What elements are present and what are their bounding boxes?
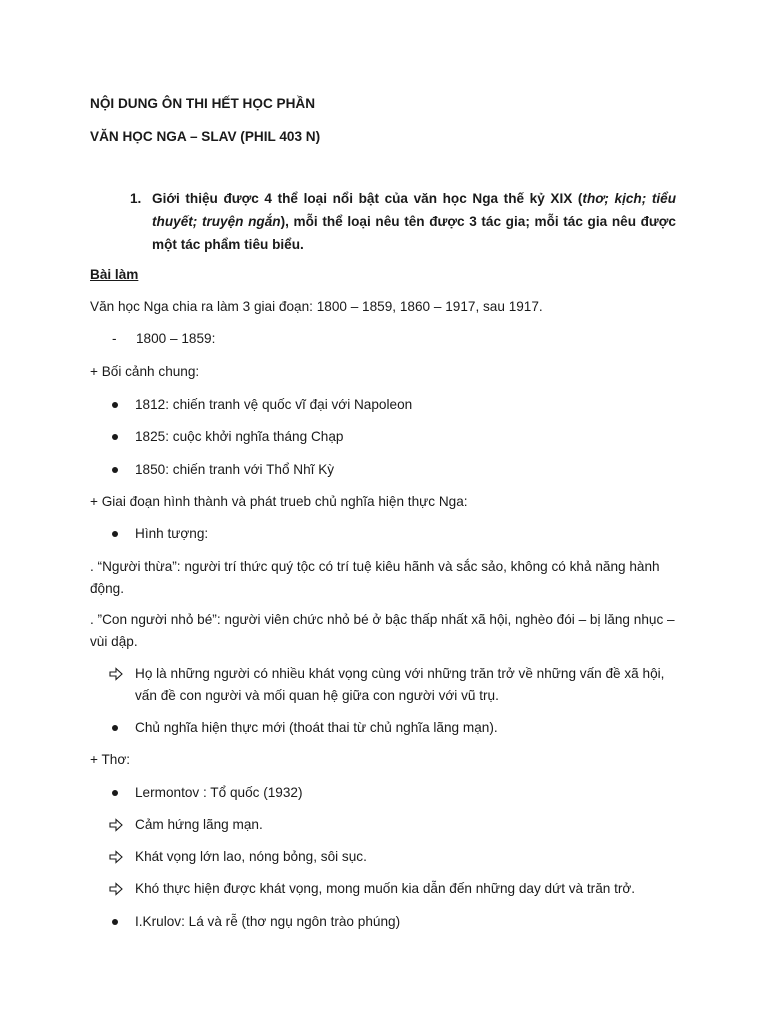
- dash-marker: -: [112, 331, 117, 346]
- list-item: 1850: chiến tranh với Thổ Nhĩ Kỳ: [112, 459, 334, 481]
- list-item: Lermontov : Tổ quốc (1932): [112, 782, 303, 804]
- bullet-icon: [112, 467, 118, 473]
- right-arrow-icon: [108, 814, 124, 836]
- bullet-icon: [112, 434, 118, 440]
- list-item: 1812: chiến tranh vệ quốc vĩ đại với Napoleon: [112, 394, 412, 416]
- arrow-item: Họ là những người có nhiều khát vọng cùng với những trăn trở về những vấn đề xã hội, vấn đề con người và mối quan hệ giữa con người với vũ trụ.: [108, 663, 678, 707]
- question-1: [130, 187, 676, 256]
- bullet-icon: [112, 725, 118, 731]
- header-line-1: NỘI DUNG ÔN THI HẾT HỌC PHẦN: [90, 96, 316, 111]
- answer-heading: Bài làm: [90, 267, 139, 282]
- list-item: Chủ nghĩa hiện thực mới (thoát thai từ chủ nghĩa lãng mạn).: [112, 717, 498, 739]
- realism-title: + Giai đoạn hình thành và phát trueb chủ nghĩa hiện thực Nga:: [90, 494, 468, 509]
- question-number: 1.: [130, 191, 142, 206]
- bullet-icon: [112, 919, 118, 925]
- bullet-icon: [112, 402, 118, 408]
- arrow-item: Cảm hứng lãng mạn.: [108, 814, 678, 836]
- header-line-2: VĂN HỌC NGA – SLAV (PHIL 403 N): [90, 129, 321, 144]
- list-item: 1825: cuộc khởi nghĩa tháng Chạp: [112, 426, 343, 448]
- right-arrow-icon: [108, 846, 124, 868]
- period-item: [112, 328, 215, 350]
- bullet-icon: [112, 531, 118, 537]
- right-arrow-icon: [108, 663, 124, 685]
- list-item: Hình tượng:: [112, 523, 208, 545]
- context-title: + Bối cảnh chung:: [90, 364, 200, 379]
- little-man-paragraph: . ”Con người nhỏ bé”: người viên chức nhỏ bé ở bậc thấp nhất xã hội, nghèo đói – bị lăng nhục – vùi dập.: [90, 612, 675, 649]
- intro-paragraph: Văn học Nga chia ra làm 3 giai đoạn: 1800 – 1859, 1860 – 1917, sau 1917.: [90, 299, 543, 314]
- question-genres: thơ; kịch; tiểu thuyết; truyện ngắn: [152, 191, 676, 229]
- superfluous-man-paragraph: . “Người thừa”: người trí thức quý tộc có trí tuệ kiêu hãnh và sắc sảo, không có khả năng hành động.: [90, 559, 660, 596]
- arrow-item: Khát vọng lớn lao, nóng bỏng, sôi sục.: [108, 846, 678, 868]
- list-item: I.Krulov: Lá và rễ (thơ ngụ ngôn trào phúng): [112, 911, 400, 933]
- poetry-title: + Thơ:: [90, 752, 131, 767]
- bullet-icon: [112, 790, 118, 796]
- question-text: Giới thiệu được 4 thể loại nổi bật của văn học Nga thế kỷ XIX (thơ; kịch; tiểu thuyết; truyện ngắn), mỗi thể loại nêu tên được 3 tác gia; mỗi tác gia nêu được một tác phẩm tiêu biểu.: [152, 191, 676, 252]
- right-arrow-icon: [108, 878, 124, 900]
- period-label: 1800 – 1859:: [136, 331, 216, 346]
- arrow-item: Khó thực hiện được khát vọng, mong muốn kia dẫn đến những day dứt và trăn trở.: [108, 878, 678, 900]
